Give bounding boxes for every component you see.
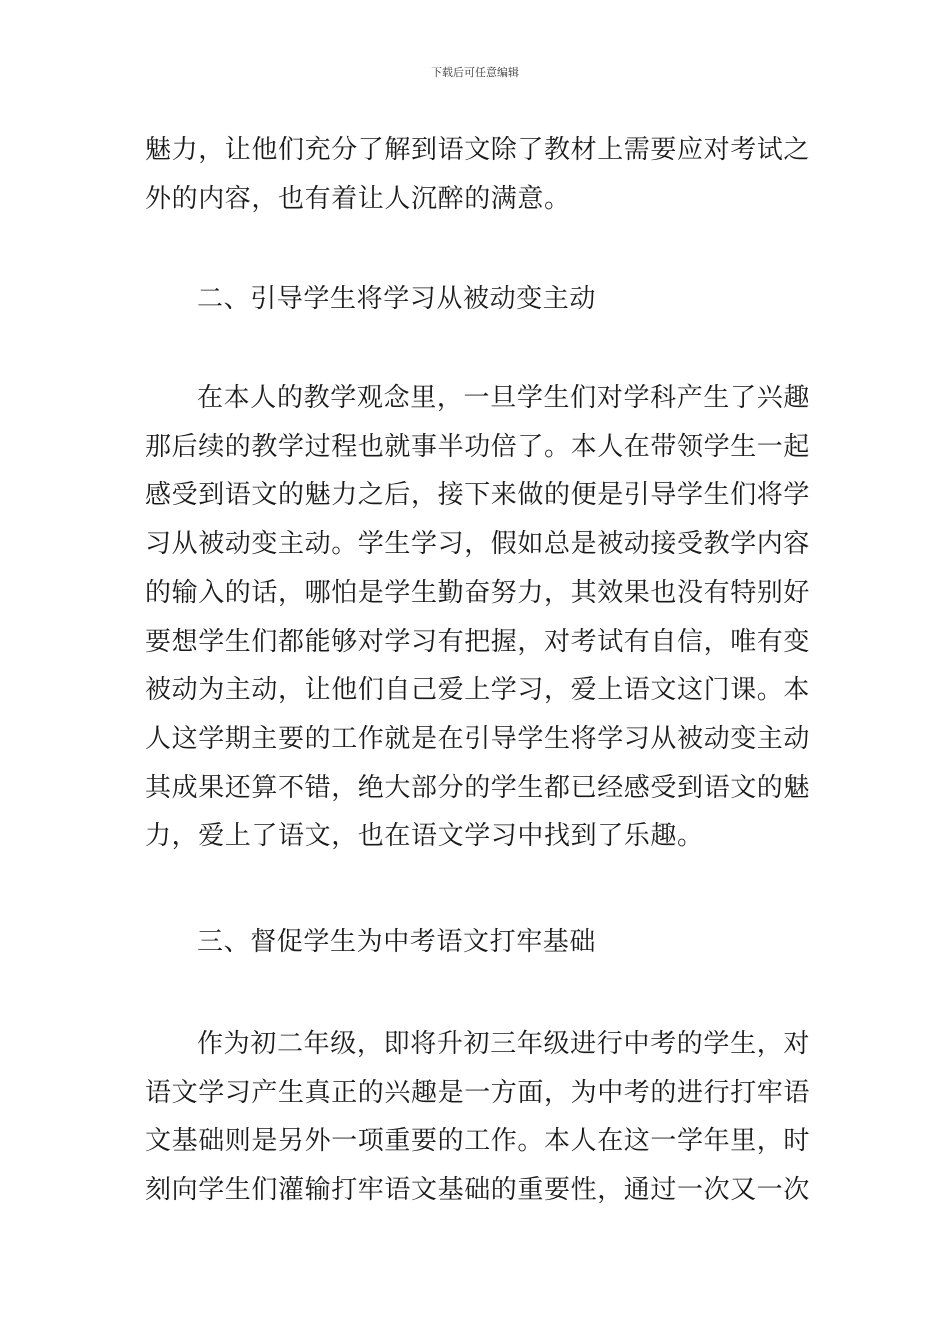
section-heading-text: 二、引导学生将学习从被动变主动 — [197, 284, 597, 314]
paragraph-continuation — [145, 126, 810, 223]
paragraph-section-2 — [145, 374, 810, 861]
paragraph-text: 作为初二年级，即将升初三年级进行中考的学生，对语文学习产生真正的兴趣是一方面，为中考的进行打牢语文基础则是另外一项重要的工作。本人在这一学年里，时刻向学生们灌输打牢语文基础的重要性，通过一次又一次 — [145, 1029, 811, 1206]
paragraph-text: 在本人的教学观念里，一旦学生们对学科产生了兴趣那后续的教学过程也就事半功倍了。本人在带领学生一起感受到语文的魅力之后，接下来做的便是引导学生们将学习从被动变主动。学生学习，假如总是被动接受教学内容的输入的话，哪怕是学生勤奋努力，其效果也没有特别好要想学生们都能够对学习有把握，对考试有自信，唯有变被动为主动，让他们自己爱上学习，爱上语文这门课。本人这学期主要的工作就是在引导学生将学习从被动变主动其成果还算不错，绝大部分的学生都已经感受到语文的魅力，爱上了语文，也在语文学习中找到了乐趣。 — [145, 383, 811, 852]
paragraph-section-3 — [145, 1020, 810, 1215]
section-heading-2 — [145, 275, 810, 324]
section-heading-3 — [145, 918, 810, 967]
section-heading-text: 三、督促学生为中考语文打牢基础 — [197, 927, 597, 957]
page-header: 下载后可任意编辑 — [431, 66, 519, 79]
paragraph-text: 魅力，让他们充分了解到语文除了教材上需要应对考试之外的内容，也有着让人沉醉的满意。 — [145, 135, 811, 214]
